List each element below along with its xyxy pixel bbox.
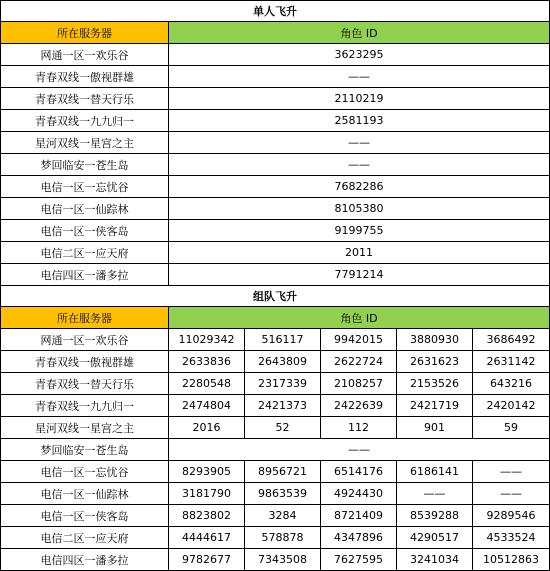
role-id-cell: 52	[245, 417, 321, 439]
role-id-cell: ——	[473, 461, 550, 483]
role-id-cell: 9863539	[245, 483, 321, 505]
table-row	[1, 351, 550, 373]
role-id-cell: 4924430	[321, 483, 397, 505]
role-id-cell: 6186141	[397, 461, 473, 483]
table-row	[1, 264, 550, 286]
table-row	[1, 461, 550, 483]
role-id-cell: 112	[321, 417, 397, 439]
role-id-cell: 7627595	[321, 549, 397, 571]
role-id-cell: 7791214	[169, 264, 550, 286]
role-id-cell: 6514176	[321, 461, 397, 483]
table-row	[1, 549, 550, 571]
role-id-cell: 578878	[245, 527, 321, 549]
role-id-cell: 59	[473, 417, 550, 439]
role-id-cell: 3686492	[473, 329, 550, 351]
role-id-cell: 3181790	[169, 483, 245, 505]
server-cell: 星河双线一星宫之主	[1, 132, 169, 154]
table-row	[1, 242, 550, 264]
role-id-cell: ——	[169, 439, 550, 461]
server-cell: 网通一区一欢乐谷	[1, 44, 169, 66]
role-id-cell: 2110219	[169, 88, 550, 110]
table-row	[1, 88, 550, 110]
role-id-cell: 9289546	[473, 505, 550, 527]
server-cell: 电信一区一仙踪林	[1, 198, 169, 220]
role-id-cell: 2016	[169, 417, 245, 439]
table-row	[1, 176, 550, 198]
role-id-cell: 2011	[169, 242, 550, 264]
table-row	[1, 329, 550, 351]
solo-section	[1, 1, 550, 286]
server-cell: 青春双线一替天行乐	[1, 373, 169, 395]
table-row	[1, 66, 550, 88]
role-id-cell: 4533524	[473, 527, 550, 549]
role-id-cell: 7682286	[169, 176, 550, 198]
server-cell: 电信二区一应天府	[1, 527, 169, 549]
solo-header-id: 角色 ID	[169, 22, 550, 44]
server-cell: 电信二区一应天府	[1, 242, 169, 264]
role-id-cell: 9782677	[169, 549, 245, 571]
table-row	[1, 483, 550, 505]
role-id-cell: 7343508	[245, 549, 321, 571]
role-id-cell: 8721409	[321, 505, 397, 527]
role-id-cell: 8293905	[169, 461, 245, 483]
role-id-cell: 4347896	[321, 527, 397, 549]
table-row	[1, 198, 550, 220]
table-row	[1, 110, 550, 132]
role-id-cell: 516117	[245, 329, 321, 351]
solo-title: 单人飞升	[1, 1, 550, 22]
server-cell: 星河双线一星宫之主	[1, 417, 169, 439]
role-id-cell: 901	[397, 417, 473, 439]
table-row	[1, 395, 550, 417]
role-id-cell: 2280548	[169, 373, 245, 395]
table-row	[1, 439, 550, 461]
role-id-cell: 3880930	[397, 329, 473, 351]
server-cell: 网通一区一欢乐谷	[1, 329, 169, 351]
role-id-cell: 8823802	[169, 505, 245, 527]
role-id-cell: 2153526	[397, 373, 473, 395]
role-id-cell: 2631623	[397, 351, 473, 373]
role-id-cell: 2474804	[169, 395, 245, 417]
team-header-server: 所在服务器	[1, 307, 169, 329]
server-cell: 青春双线一九九归一	[1, 395, 169, 417]
server-cell: 青春双线一傲视群雄	[1, 66, 169, 88]
role-id-cell: 2421373	[245, 395, 321, 417]
team-section	[1, 286, 550, 571]
table-row	[1, 220, 550, 242]
role-id-cell: 11029342	[169, 329, 245, 351]
role-id-cell: ——	[169, 132, 550, 154]
role-id-cell: 2422639	[321, 395, 397, 417]
role-id-cell: 8539288	[397, 505, 473, 527]
role-id-cell: 9199755	[169, 220, 550, 242]
role-id-cell: 2421719	[397, 395, 473, 417]
table-row	[1, 505, 550, 527]
table-row	[1, 527, 550, 549]
solo-header-server: 所在服务器	[1, 22, 169, 44]
server-cell: 青春双线一九九归一	[1, 110, 169, 132]
role-id-cell: ——	[169, 66, 550, 88]
server-cell: 电信一区一忘忧谷	[1, 176, 169, 198]
role-id-cell: 2317339	[245, 373, 321, 395]
table-row	[1, 44, 550, 66]
role-id-cell: ——	[169, 154, 550, 176]
role-id-cell: 2631142	[473, 351, 550, 373]
server-cell: 青春双线一傲视群雄	[1, 351, 169, 373]
server-cell: 青春双线一替天行乐	[1, 88, 169, 110]
role-id-cell: 2581193	[169, 110, 550, 132]
server-cell: 电信四区一潘多拉	[1, 549, 169, 571]
role-id-cell: 3284	[245, 505, 321, 527]
role-id-cell: ——	[397, 483, 473, 505]
server-cell: 电信一区一仙踪林	[1, 483, 169, 505]
team-title: 组队飞升	[1, 286, 550, 307]
role-id-cell: 10512863	[473, 549, 550, 571]
server-cell: 电信一区一侠客岛	[1, 505, 169, 527]
role-id-cell: ——	[473, 483, 550, 505]
table-row	[1, 417, 550, 439]
role-id-cell: 2622724	[321, 351, 397, 373]
team-header-id: 角色 ID	[169, 307, 550, 329]
role-id-cell: 2108257	[321, 373, 397, 395]
role-id-cell: 2420142	[473, 395, 550, 417]
server-cell: 梦回临安一苍生岛	[1, 439, 169, 461]
table-row	[1, 373, 550, 395]
role-id-cell: 4444617	[169, 527, 245, 549]
server-cell: 梦回临安一苍生岛	[1, 154, 169, 176]
role-id-cell: 2643809	[245, 351, 321, 373]
role-id-cell: 4290517	[397, 527, 473, 549]
table-row	[1, 132, 550, 154]
role-id-cell: 643216	[473, 373, 550, 395]
server-cell: 电信一区一侠客岛	[1, 220, 169, 242]
server-cell: 电信四区一潘多拉	[1, 264, 169, 286]
role-id-cell: 2633836	[169, 351, 245, 373]
role-id-cell: 3623295	[169, 44, 550, 66]
role-id-cell: 8956721	[245, 461, 321, 483]
role-id-cell: 3241034	[397, 549, 473, 571]
role-id-cell: 8105380	[169, 198, 550, 220]
table-row	[1, 154, 550, 176]
role-id-cell: 9942015	[321, 329, 397, 351]
server-cell: 电信一区一忘忧谷	[1, 461, 169, 483]
